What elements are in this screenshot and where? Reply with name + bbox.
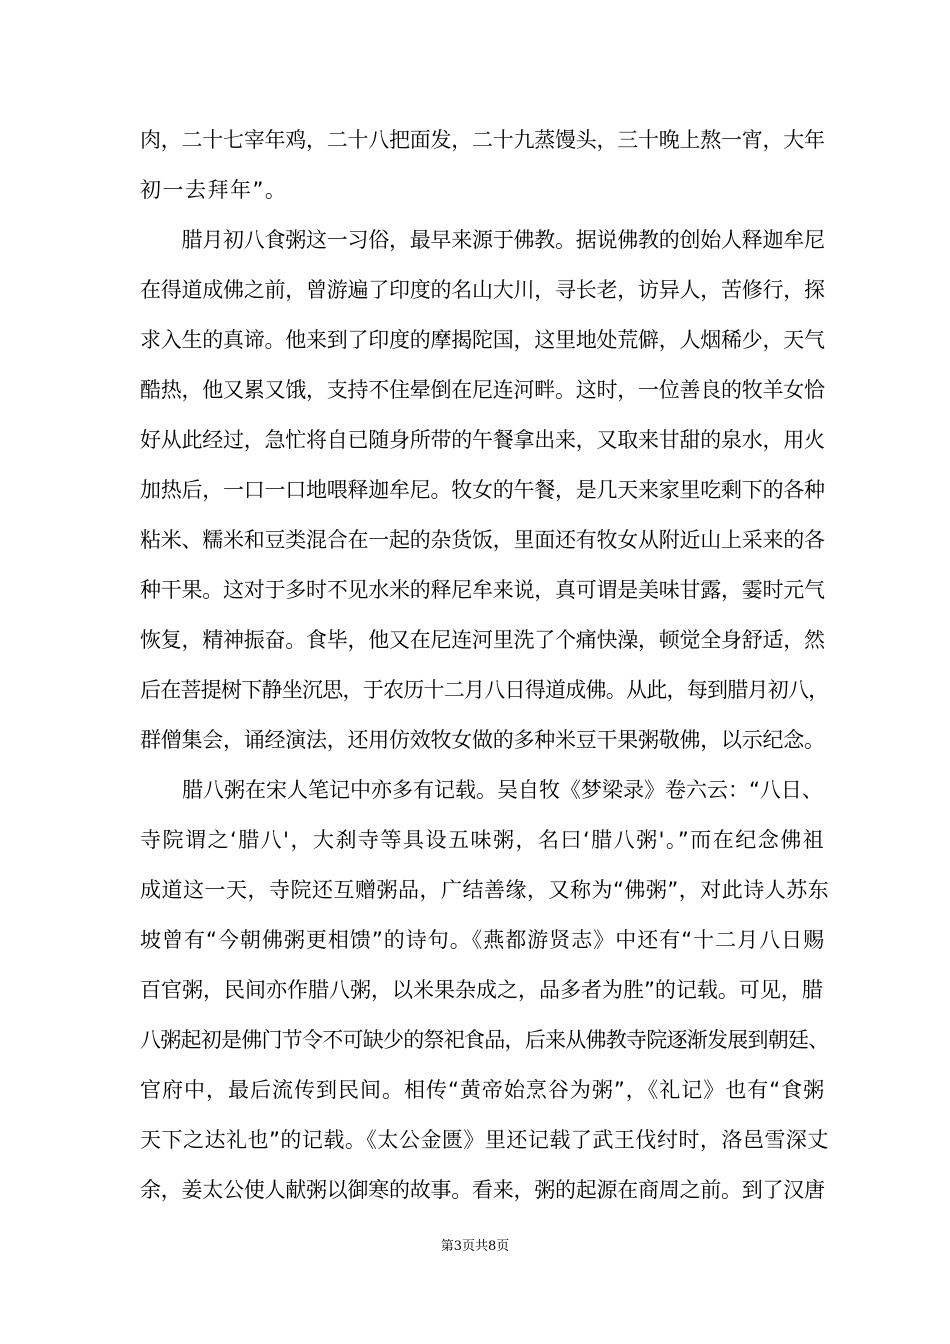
page-number-footer: 第3页共8页	[440, 1239, 510, 1254]
body-text-line: 余，姜太公使人献粥以御寒的故事。看来，粥的起源在商周之前。到了汉唐	[140, 1178, 825, 1202]
body-text-line: 寺院谓之‘腊八'，大刹寺等具设五味粥，名曰‘腊八粥'。”而在纪念佛祖	[140, 828, 826, 852]
body-text-line: 天下之达礼也”的记载。《太公金匮》里还记载了武王伐纣时，洛邑雪深丈	[140, 1128, 829, 1152]
body-text-line: 种干果。这对于多时不见水米的释尼牟来说，真可谓是美味甘露，霎时元气	[140, 578, 825, 602]
body-text-line: 粘米、糯米和豆类混合在一起的杂货饭，里面还有牧女从附近山上采来的各	[140, 528, 825, 552]
body-text-line: 加热后，一口一口地喂释迦牟尼。牧女的午餐，是几天来家里吃剩下的各种	[140, 478, 825, 502]
body-text-line: 好从此经过，急忙将自已随身所带的午餐拿出来，又取来甘甜的泉水，用火	[140, 428, 825, 452]
body-text-line: 恢复，精神振奋。食毕，他又在尼连河里洗了个痛快澡，顿觉全身舒适，然	[140, 628, 825, 652]
body-text-line: 官府中，最后流传到民间。相传“黄帝始烹谷为粥”，《礼记》也有“食粥	[140, 1078, 826, 1102]
body-text-line: 成道这一天，寺院还互赠粥品，广结善缘，又称为“佛粥”，对此诗人苏东	[140, 878, 830, 902]
body-text-line: 腊八粥在宋人笔记中亦多有记载。吴自牧《梦梁录》卷六云：“八日、	[140, 778, 823, 802]
body-text-line: 八粥起初是佛门节令不可缺少的祭祀食品，后来从佛教寺院逐渐发展到朝廷、	[140, 1028, 829, 1052]
body-text-line: 初一去拜年”。	[140, 178, 288, 202]
body-text-line: 酷热，他又累又饿，支持不住晕倒在尼连河畔。这时，一位善良的牧羊女恰	[140, 378, 825, 402]
body-text-line: 肉，二十七宰年鸡，二十八把面发，二十九蒸馒头，三十晚上熬一宵，大年	[140, 128, 825, 152]
body-text-line: 在得道成佛之前，曾游遍了印度的名山大川，寻长老，访异人，苦修行，探	[140, 278, 825, 302]
body-text-line: 百官粥，民间亦作腊八粥，以米果杂成之，品多者为胜”的记载。可见，腊	[140, 978, 823, 1002]
body-text-line: 群僧集会，诵经演法，还用仿效牧女做的多种米豆干果粥敬佛，以示纪念。	[140, 728, 825, 752]
body-text-line: 求入生的真谛。他来到了印度的摩揭陀国，这里地处荒僻，人烟稀少，天气	[140, 328, 825, 352]
body-text-line: 后在菩提树下静坐沉思，于农历十二月八日得道成佛。从此，每到腊月初八，	[140, 678, 829, 702]
body-text-line: 坡曾有“今朝佛粥更相馈”的诗句。《燕都游贤志》中还有“十二月八日赐	[140, 928, 826, 952]
body-text-line: 腊月初八食粥这一习俗，最早来源于佛教。据说佛教的创始人释迦牟尼	[140, 228, 825, 252]
